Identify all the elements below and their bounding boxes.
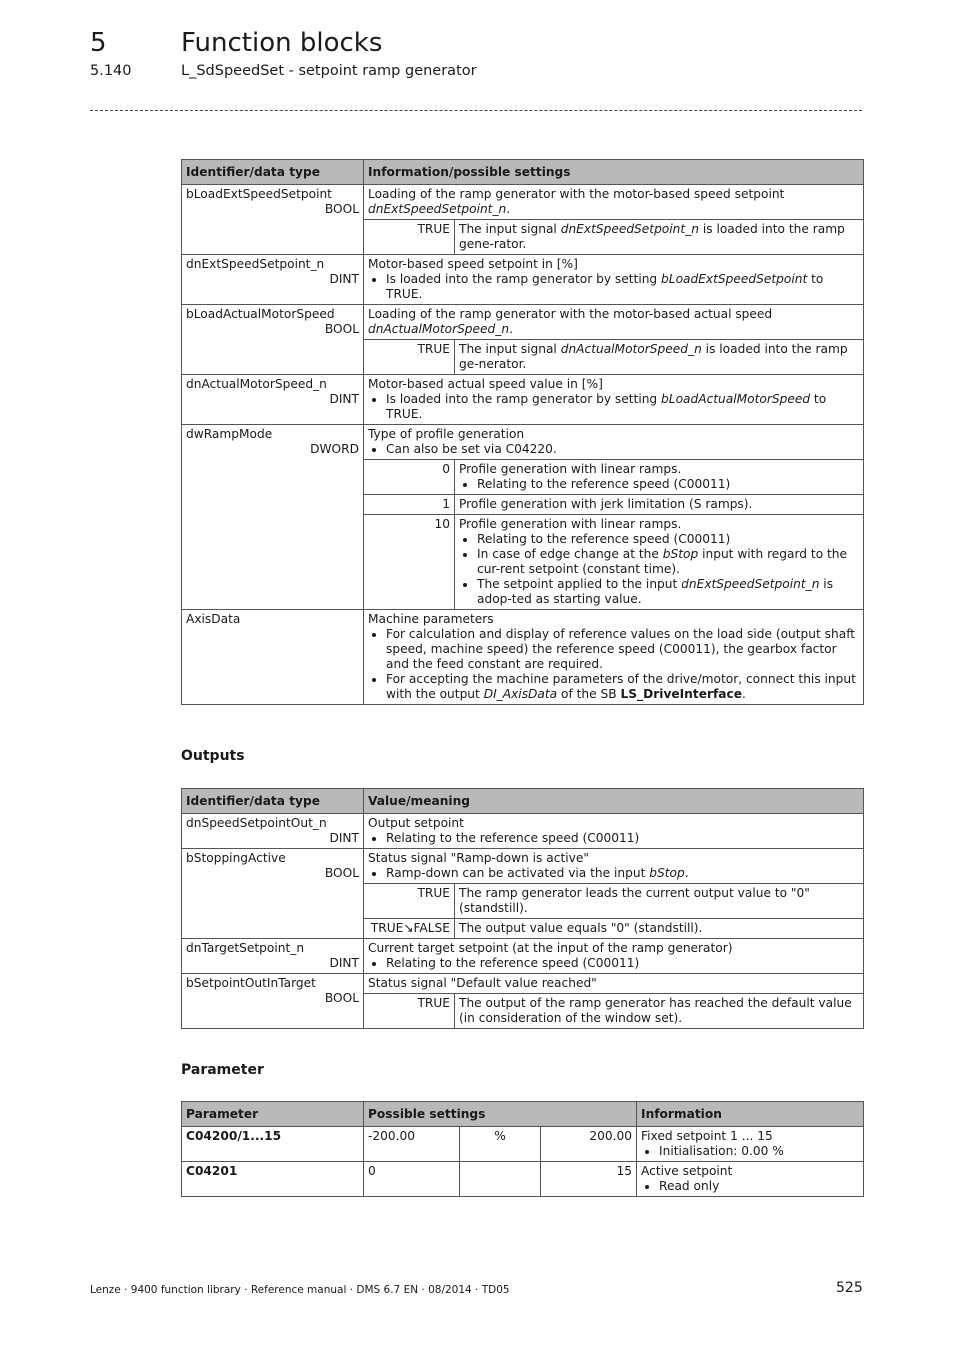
bullet-text: Ramp-down can be activated via the input: [386, 866, 650, 880]
signal-name: bStop: [649, 866, 685, 880]
identifier-cell: [182, 425, 364, 610]
value-cell: 1: [364, 495, 455, 515]
identifier: bSetpointOutInTarget: [186, 976, 316, 990]
signal-name: dnExtSpeedSetpoint_n: [560, 222, 699, 236]
bullet-text: In case of edge change at the: [477, 547, 663, 561]
info-text: Status signal "Ramp-down is active": [368, 851, 589, 865]
list-item: • Relating to the reference speed (C00011): [477, 477, 859, 492]
column-header: Possible settings: [364, 1102, 637, 1127]
chapter-title: Function blocks: [181, 28, 383, 58]
identifier: dwRampMode: [186, 427, 273, 441]
table-header-row: [182, 1102, 864, 1127]
list-item: • Relating to the reference speed (C00011): [386, 831, 859, 846]
max-value: 200.00: [541, 1127, 637, 1162]
value-cell: TRUE: [364, 220, 455, 255]
signal-name: dnActualMotorSpeed_n: [368, 322, 510, 336]
unit: [460, 1162, 541, 1197]
identifier: dnTargetSetpoint_n: [186, 941, 305, 955]
chapter-number: 5: [90, 28, 107, 58]
meaning-cell: The output of the ramp generator has reached the default value (in consideration of the window set).: [455, 994, 864, 1029]
list-item: [477, 577, 859, 607]
parameter-code: C04201: [182, 1162, 364, 1197]
list-item: [386, 866, 859, 881]
table-row: [182, 939, 864, 974]
signal-name: bStop: [662, 547, 699, 561]
data-type: DINT: [329, 956, 359, 970]
info-cell: [364, 849, 864, 884]
table-row: [182, 849, 864, 884]
column-header: Identifier/data type: [182, 789, 364, 814]
value-cell: TRUE: [364, 340, 455, 375]
info-cell: Status signal "Default value reached": [364, 974, 864, 994]
meaning-text: Profile generation with linear ramps.: [459, 462, 682, 476]
signal-name: DI_AxisData: [483, 687, 558, 701]
info-text: Motor-based actual speed value in [%]: [368, 377, 603, 391]
info-text: Type of profile generation: [368, 427, 525, 441]
meaning-text: The input signal: [459, 342, 561, 356]
info-text: Loading of the ramp generator with the motor-based actual speed: [368, 307, 773, 321]
meaning-cell: Profile generation with jerk limitation (S ramps).: [455, 495, 864, 515]
data-type: BOOL: [324, 866, 359, 880]
info-text: Output setpoint: [368, 816, 464, 830]
bullet-text: .: [684, 866, 689, 880]
info-cell: [364, 375, 864, 425]
bullet-text: The setpoint applied to the input: [477, 577, 682, 591]
identifier-cell: [182, 255, 364, 305]
info-cell: [364, 255, 864, 305]
value-cell: 0: [364, 460, 455, 495]
meaning-cell: [455, 515, 864, 610]
outputs-table: [181, 788, 864, 1029]
table-header-row: [182, 789, 864, 814]
list-item: [386, 392, 859, 422]
bullet-text: input with regard to the cur-rent setpoint (constant time).: [477, 547, 848, 576]
table-row: [182, 375, 864, 425]
data-type: BOOL: [324, 991, 359, 1005]
list-item: • Relating to the reference speed (C00011): [477, 532, 859, 547]
bullet-text: to TRUE.: [386, 272, 824, 301]
bullet-text: Is loaded into the ramp generator by setting: [386, 272, 662, 286]
identifier-cell: [182, 939, 364, 974]
column-header: Information: [637, 1102, 864, 1127]
meaning-cell: The ramp generator leads the current output value to "0" (standstill).: [455, 884, 864, 919]
meaning-cell: [455, 340, 864, 375]
info-cell: [364, 939, 864, 974]
info-cell: [364, 185, 864, 220]
info-text: Fixed setpoint 1 ... 15: [641, 1129, 773, 1143]
list-item: • Relating to the reference speed (C00011): [386, 956, 859, 971]
identifier-cell: [182, 185, 364, 255]
bullet-text: of the SB: [557, 687, 621, 701]
outputs-heading: Outputs: [181, 748, 245, 764]
list-item: [386, 672, 859, 702]
info-text: .: [509, 322, 513, 336]
info-text: Machine parameters: [368, 612, 494, 626]
block-name: LS_DriveInterface: [620, 687, 742, 701]
info-text: Motor-based speed setpoint in [%]: [368, 257, 578, 271]
table-row: [182, 974, 864, 994]
list-item: • Read only: [659, 1179, 859, 1194]
identifier-cell: [182, 974, 364, 1029]
data-type: BOOL: [324, 322, 359, 336]
info-text: Loading of the ramp generator with the motor-based speed setpoint: [368, 187, 785, 201]
meaning-text: The input signal: [459, 222, 561, 236]
parameter-code: C04200/1...15: [182, 1127, 364, 1162]
column-header: Parameter: [182, 1102, 364, 1127]
meaning-text: Profile generation with linear ramps.: [459, 517, 682, 531]
meaning-cell: [455, 460, 864, 495]
data-type: DINT: [329, 272, 359, 286]
parameter-table: [181, 1101, 864, 1197]
identifier: dnActualMotorSpeed_n: [186, 377, 327, 391]
table-row: [182, 1127, 864, 1162]
section-title: L_SdSpeedSet - setpoint ramp generator: [181, 63, 477, 79]
table-row: [182, 425, 864, 460]
meaning-text: is loaded into the ramp gene-rator.: [459, 222, 845, 251]
meaning-cell: The output value equals "0" (standstill).: [455, 919, 864, 939]
inputs-table: [181, 159, 864, 705]
data-type: DINT: [329, 831, 359, 845]
identifier: dnSpeedSetpointOut_n: [186, 816, 327, 830]
identifier: bStoppingActive: [186, 851, 286, 865]
header-divider: [90, 110, 862, 111]
info-text: .: [506, 202, 511, 216]
value-cell: TRUE: [364, 994, 455, 1029]
bullet-text: .: [741, 687, 746, 701]
bullet-text: For accepting the machine parameters of the drive/motor, connect this input with the output: [386, 672, 856, 701]
value-cell: TRUE: [364, 884, 455, 919]
info-cell: [364, 610, 864, 705]
info-cell: [364, 814, 864, 849]
page-number: 525: [836, 1280, 863, 1296]
identifier-cell: [182, 849, 364, 939]
table-row: [182, 1162, 864, 1197]
column-header: Value/meaning: [364, 789, 864, 814]
min-value: 0: [364, 1162, 460, 1197]
identifier: bLoadActualMotorSpeed: [186, 307, 335, 321]
identifier-cell: [182, 305, 364, 375]
info-cell: [637, 1127, 864, 1162]
min-value: -200.00: [364, 1127, 460, 1162]
value-cell: 10: [364, 515, 455, 610]
info-cell: [364, 425, 864, 460]
list-item: • Initialisation: 0.00 %: [659, 1144, 859, 1159]
meaning-cell: [455, 220, 864, 255]
signal-name: bLoadExtSpeedSetpoint: [661, 272, 808, 286]
identifier-cell: [182, 610, 364, 705]
info-cell: [364, 305, 864, 340]
data-type: DINT: [329, 392, 359, 406]
list-item: [477, 547, 859, 577]
data-type: BOOL: [324, 202, 359, 216]
list-item: • For calculation and display of reference values on the load side (output shaft speed, machine speed) the reference speed (C00011), the gearbox factor and the feed constant are required.: [386, 627, 859, 672]
parameter-heading: Parameter: [181, 1062, 264, 1078]
table-row: [182, 610, 864, 705]
meaning-text: is loaded into the ramp ge-nerator.: [459, 342, 848, 371]
footer-text: Lenze · 9400 function library · Reference manual · DMS 6.7 EN · 08/2014 · TD05: [90, 1284, 510, 1296]
data-type: DWORD: [310, 442, 359, 456]
table-row: [182, 305, 864, 340]
table-row: [182, 255, 864, 305]
identifier-cell: [182, 814, 364, 849]
info-text: Active setpoint: [641, 1164, 733, 1178]
column-header: Information/possible settings: [364, 160, 864, 185]
table-row: [182, 185, 864, 220]
value-cell: TRUE↘FALSE: [364, 919, 455, 939]
identifier: AxisData: [186, 612, 241, 626]
table-row: [182, 814, 864, 849]
identifier: bLoadExtSpeedSetpoint: [186, 187, 332, 201]
signal-name: dnActualMotorSpeed_n: [560, 342, 702, 356]
section-number: 5.140: [90, 63, 132, 79]
signal-name: dnExtSpeedSetpoint_n: [681, 577, 820, 591]
identifier-cell: [182, 375, 364, 425]
identifier: dnExtSpeedSetpoint_n: [186, 257, 325, 271]
list-item: [386, 272, 859, 302]
bullet-text: is adop-ted as starting value.: [477, 577, 834, 606]
bullet-text: to TRUE.: [386, 392, 827, 421]
signal-name: dnExtSpeedSetpoint_n: [368, 202, 507, 216]
column-header: Identifier/data type: [182, 160, 364, 185]
list-item: • Can also be set via C04220.: [386, 442, 859, 457]
info-cell: [637, 1162, 864, 1197]
bullet-text: Is loaded into the ramp generator by setting: [386, 392, 662, 406]
unit: %: [460, 1127, 541, 1162]
signal-name: bLoadActualMotorSpeed: [661, 392, 811, 406]
info-text: Current target setpoint (at the input of the ramp generator): [368, 941, 733, 955]
table-header-row: [182, 160, 864, 185]
max-value: 15: [541, 1162, 637, 1197]
